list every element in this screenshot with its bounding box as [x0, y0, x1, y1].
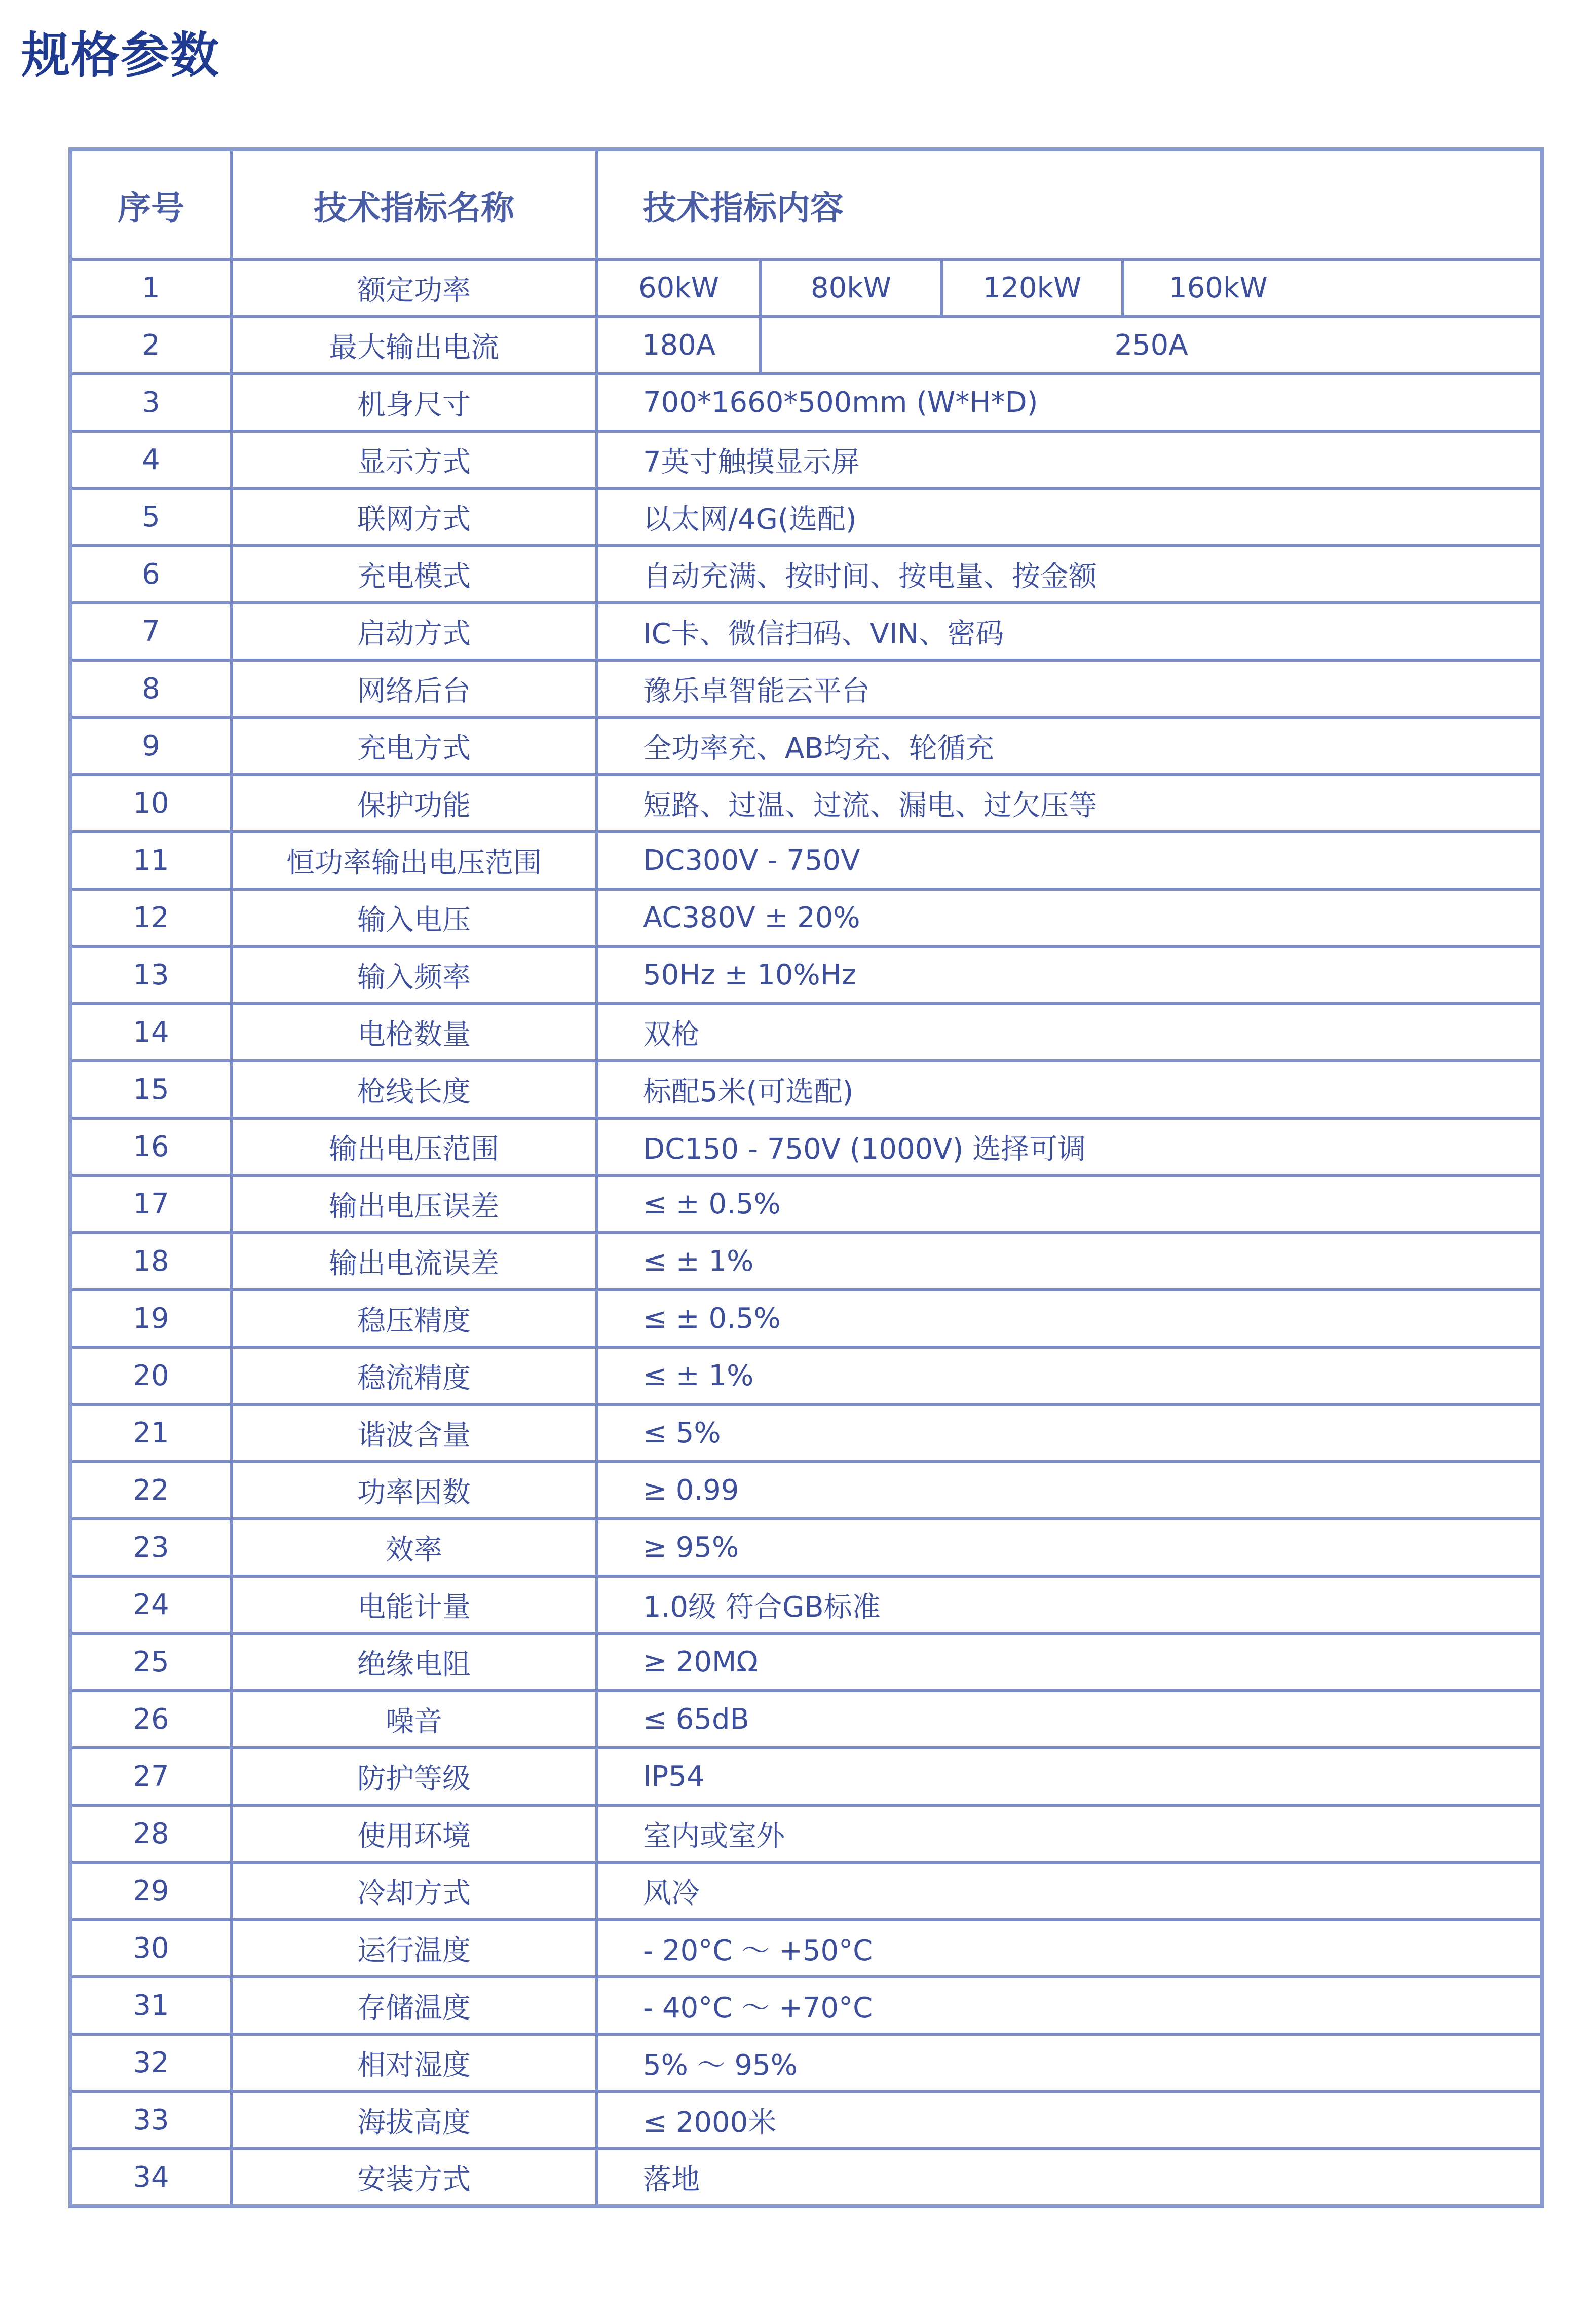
- table-row: [70, 2091, 1542, 2149]
- row-value: ≤ ± 1%: [597, 1347, 1542, 1404]
- row-value: ≤ ± 0.5%: [597, 1175, 1542, 1233]
- row-name: 输出电压范围: [231, 1118, 597, 1175]
- row-value: - 20°C ～ +50°C: [597, 1920, 1542, 1977]
- table-row: [70, 1175, 1542, 1233]
- row-no: 19: [70, 1290, 231, 1347]
- max-current-value: 250A: [761, 317, 1542, 374]
- row-no: 4: [70, 431, 231, 488]
- row-value: ≤ 65dB: [597, 1691, 1542, 1748]
- row-value: AC380V ± 20%: [597, 889, 1542, 946]
- row-name: 防护等级: [231, 1748, 597, 1805]
- table-row: [70, 717, 1542, 775]
- row-no: 34: [70, 2149, 231, 2206]
- row-name: 恒功率输出电压范围: [231, 832, 597, 889]
- rated-power-value: 80kW: [761, 259, 941, 317]
- row-name: 功率因数: [231, 1462, 597, 1519]
- row-value: 短路、过温、过流、漏电、过欠压等: [597, 775, 1542, 832]
- row-no: 24: [70, 1576, 231, 1633]
- row-no: 9: [70, 717, 231, 775]
- header-no: 序号: [70, 149, 231, 259]
- row-no: 11: [70, 832, 231, 889]
- rated-power-value: 160kW: [1123, 259, 1542, 317]
- table-row: [70, 1233, 1542, 1290]
- row-name: 效率: [231, 1519, 597, 1576]
- spec-table: [68, 147, 1544, 2208]
- table-row: [70, 889, 1542, 946]
- row-no: 22: [70, 1462, 231, 1519]
- row-name: 充电方式: [231, 717, 597, 775]
- table-body: [70, 259, 1542, 2206]
- row-no: 2: [70, 317, 231, 374]
- row-value: IC卡、微信扫码、VIN、密码: [597, 603, 1542, 660]
- row-name: 额定功率: [231, 259, 597, 317]
- header-name: 技术指标名称: [231, 149, 597, 259]
- row-no: 31: [70, 1977, 231, 2034]
- row-no: 15: [70, 1061, 231, 1118]
- table-row: [70, 1404, 1542, 1462]
- row-value: ≥ 0.99: [597, 1462, 1542, 1519]
- row-name: 相对湿度: [231, 2034, 597, 2091]
- table-row: [70, 946, 1542, 1004]
- row-no: 6: [70, 546, 231, 603]
- row-value: 标配5米(可选配): [597, 1061, 1542, 1118]
- table-row: [70, 832, 1542, 889]
- row-no: 33: [70, 2091, 231, 2149]
- table-row: [70, 317, 1542, 374]
- row-name: 海拔高度: [231, 2091, 597, 2149]
- row-no: 3: [70, 374, 231, 431]
- row-name: 输出电流误差: [231, 1233, 597, 1290]
- row-value: ≤ 2000米: [597, 2091, 1542, 2149]
- row-no: 29: [70, 1862, 231, 1920]
- table-row: [70, 431, 1542, 488]
- row-no: 16: [70, 1118, 231, 1175]
- table-row: [70, 603, 1542, 660]
- row-no: 23: [70, 1519, 231, 1576]
- row-no: 14: [70, 1004, 231, 1061]
- row-no: 27: [70, 1748, 231, 1805]
- row-name: 输入频率: [231, 946, 597, 1004]
- table-row: [70, 1061, 1542, 1118]
- row-name: 输入电压: [231, 889, 597, 946]
- table-row: [70, 1290, 1542, 1347]
- row-value: 豫乐卓智能云平台: [597, 660, 1542, 717]
- table-row: [70, 488, 1542, 546]
- row-no: 28: [70, 1805, 231, 1862]
- row-name: 绝缘电阻: [231, 1633, 597, 1691]
- row-no: 1: [70, 259, 231, 317]
- row-value: 5% ～ 95%: [597, 2034, 1542, 2091]
- row-value: DC150 - 750V (1000V) 选择可调: [597, 1118, 1542, 1175]
- table-row: [70, 660, 1542, 717]
- table-row: [70, 259, 1542, 317]
- table-row: [70, 1519, 1542, 1576]
- table-row: [70, 1862, 1542, 1920]
- row-no: 7: [70, 603, 231, 660]
- row-name: 稳压精度: [231, 1290, 597, 1347]
- row-name: 电能计量: [231, 1576, 597, 1633]
- row-name: 联网方式: [231, 488, 597, 546]
- row-no: 12: [70, 889, 231, 946]
- table-row: [70, 1920, 1542, 1977]
- table-row: [70, 1691, 1542, 1748]
- row-no: 25: [70, 1633, 231, 1691]
- row-name: 安装方式: [231, 2149, 597, 2206]
- row-value: 风冷: [597, 1862, 1542, 1920]
- row-name: 电枪数量: [231, 1004, 597, 1061]
- row-no: 26: [70, 1691, 231, 1748]
- row-value: - 40°C ～ +70°C: [597, 1977, 1542, 2034]
- row-name: 启动方式: [231, 603, 597, 660]
- row-no: 32: [70, 2034, 231, 2091]
- header-content: 技术指标内容: [597, 149, 1542, 259]
- row-value: 700*1660*500mm (W*H*D): [597, 374, 1542, 431]
- row-value: 以太网/4G(选配): [597, 488, 1542, 546]
- row-name: 网络后台: [231, 660, 597, 717]
- row-name: 使用环境: [231, 1805, 597, 1862]
- rated-power-value: 60kW: [597, 259, 761, 317]
- row-name: 输出电压误差: [231, 1175, 597, 1233]
- page-title: 规格参数: [21, 27, 220, 84]
- row-name: 显示方式: [231, 431, 597, 488]
- row-name: 运行温度: [231, 1920, 597, 1977]
- table-row: [70, 546, 1542, 603]
- row-no: 13: [70, 946, 231, 1004]
- table-row: [70, 2034, 1542, 2091]
- row-no: 20: [70, 1347, 231, 1404]
- table-row: [70, 1462, 1542, 1519]
- row-no: 21: [70, 1404, 231, 1462]
- table-row: [70, 1576, 1542, 1633]
- table-row: [70, 1118, 1542, 1175]
- row-value: ≤ ± 0.5%: [597, 1290, 1542, 1347]
- row-no: 5: [70, 488, 231, 546]
- row-no: 18: [70, 1233, 231, 1290]
- row-name: 充电模式: [231, 546, 597, 603]
- row-no: 30: [70, 1920, 231, 1977]
- table-row: [70, 775, 1542, 832]
- table-row: [70, 2149, 1542, 2206]
- row-value: 自动充满、按时间、按电量、按金额: [597, 546, 1542, 603]
- table-row: [70, 1004, 1542, 1061]
- row-no: 10: [70, 775, 231, 832]
- table-row: [70, 1347, 1542, 1404]
- row-name: 谐波含量: [231, 1404, 597, 1462]
- row-value: 双枪: [597, 1004, 1542, 1061]
- row-no: 17: [70, 1175, 231, 1233]
- rated-power-value: 120kW: [941, 259, 1123, 317]
- table-row: [70, 1633, 1542, 1691]
- row-value: ≥ 95%: [597, 1519, 1542, 1576]
- row-value: 全功率充、AB均充、轮循充: [597, 717, 1542, 775]
- table-row: [70, 374, 1542, 431]
- max-current-value: 180A: [597, 317, 761, 374]
- row-no: 8: [70, 660, 231, 717]
- row-name: 稳流精度: [231, 1347, 597, 1404]
- row-value: ≥ 20MΩ: [597, 1633, 1542, 1691]
- row-value: 1.0级 符合GB标准: [597, 1576, 1542, 1633]
- table-row: [70, 1977, 1542, 2034]
- row-name: 最大输出电流: [231, 317, 597, 374]
- row-value: ≤ ± 1%: [597, 1233, 1542, 1290]
- table-header-row: [70, 149, 1542, 259]
- row-value: 7英寸触摸显示屏: [597, 431, 1542, 488]
- row-value: 室内或室外: [597, 1805, 1542, 1862]
- row-name: 枪线长度: [231, 1061, 597, 1118]
- table-row: [70, 1748, 1542, 1805]
- row-name: 冷却方式: [231, 1862, 597, 1920]
- row-value: 50Hz ± 10%Hz: [597, 946, 1542, 1004]
- table-row: [70, 1805, 1542, 1862]
- row-name: 存储温度: [231, 1977, 597, 2034]
- row-value: IP54: [597, 1748, 1542, 1805]
- row-value: DC300V - 750V: [597, 832, 1542, 889]
- row-value: 落地: [597, 2149, 1542, 2206]
- row-name: 保护功能: [231, 775, 597, 832]
- row-value: ≤ 5%: [597, 1404, 1542, 1462]
- row-name: 噪音: [231, 1691, 597, 1748]
- row-name: 机身尺寸: [231, 374, 597, 431]
